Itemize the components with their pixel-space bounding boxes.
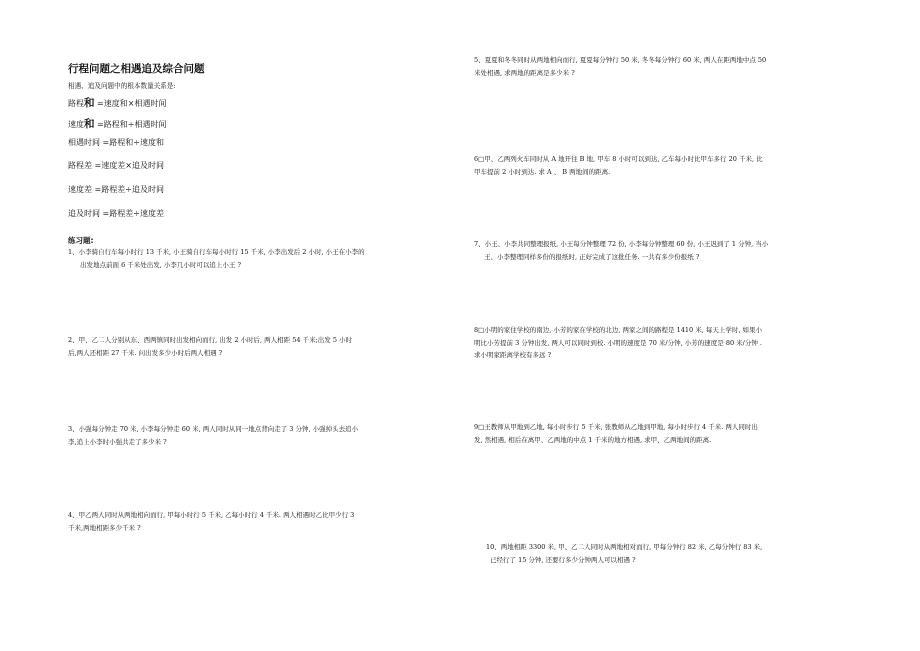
- problem-8: [474, 324, 762, 362]
- problem-line: 8□小明的家住学校的南边, 小芳的家在学校的北边, 两家之间的路程是 1410 米, 每天上学时, 如果小: [474, 326, 762, 334]
- problem-line: 明比小芳提前 3 分钟出发, 两人可以同时到校. 小明的速度是 70 米/分钟, 小芳的速度是 80 米/分钟 .: [474, 338, 762, 347]
- problem-line: 2、甲、乙二人分别从东、西两镇同时出发相向而行, 出发 2 小时后, 两人相距 54 千米;出发 5 小时: [68, 336, 353, 344]
- problem-7: [474, 238, 768, 263]
- problem-line: 已经行了 15 分钟, 还要行多少分钟两人可以相遇 ?: [490, 555, 636, 564]
- formula-speed-sum: [68, 116, 166, 131]
- formula-lhs: 速度差: [68, 185, 92, 194]
- formula-meet-time: [68, 137, 164, 148]
- formula-rhs: =路程和÷相遇时间: [94, 120, 167, 129]
- problem-4: [68, 509, 354, 534]
- problem-5: [474, 54, 766, 79]
- formula-rhs: =路程差÷速度差: [100, 209, 164, 218]
- formula-rhs: =速度和×相遇时间: [94, 99, 167, 108]
- formula-lhs: 追及时间: [68, 209, 100, 218]
- formula-lhs: 相遇时间: [68, 138, 100, 147]
- problem-line: 1、小李骑自行车每小时行 13 千米, 小王骑自行车每小时行 15 千米, 小李出发后 2 小时, 小王在小李的: [68, 248, 365, 256]
- problem-line: 米处相遇, 求两地的距离是多少米 ?: [474, 68, 575, 77]
- formula-rhs: =路程差÷追及时间: [92, 185, 164, 194]
- problem-line: 5、夏夏和冬冬同时从两地相向而行, 夏夏每分钟行 50 米, 冬冬每分钟行 60 米, 两人在距两地中点 50: [474, 56, 767, 64]
- problem-line: 3、小强每分钟走 70 米, 小李每分钟走 60 米, 两人同时从同一地点背向走了 3 分钟, 小强掉头去追小: [68, 425, 359, 433]
- formula-lhs-emphasis: 和: [84, 118, 95, 130]
- problem-line: 6□甲、乙两列火车同时从 A 地开往 B 地, 甲车 8 小时可以到达, 乙车每小时比甲车多行 20 千米, 比: [474, 155, 763, 163]
- problem-line: 10、两地相距 3300 米, 甲、乙二人同时从两地相对而行, 甲每分钟行 82 米, 乙每分钟行 83 米,: [486, 543, 763, 551]
- formula-lhs: 速度: [68, 120, 84, 129]
- formula-speed-diff: [68, 184, 164, 195]
- formula-distance-diff: [68, 160, 164, 171]
- formula-rhs: =速度差×追及时间: [92, 161, 164, 170]
- page-title: 行程问题之相遇追及综合问题: [68, 63, 205, 75]
- problem-line: 王、小李整理同样多份的报纸时, 正好完成了这批任务. 一共有多少份报纸 ?: [484, 252, 700, 261]
- problem-6: [474, 153, 763, 178]
- problem-10: [486, 541, 762, 566]
- problem-line: 李,追上小李时小强共走了多少米 ?: [68, 437, 167, 446]
- problem-3: [68, 423, 358, 448]
- problem-line: 9□王教师从甲地到乙地, 每小时步行 5 千米, 张教师从乙地到甲地, 每小时步行 4 千米. 两人同时出: [474, 423, 758, 431]
- problem-line: 7、小王、小李共同整理报纸, 小王每分钟整理 72 份, 小李每分钟整理 60 份, 小王迟到了 1 分钟, 当小: [474, 240, 769, 248]
- problem-line: 出发地点前面 6 千米处出发, 小李几小时可以追上小王 ?: [80, 260, 241, 269]
- problem-line: 4、甲乙两人同时从两地相向而行, 甲每小时行 5 千米, 乙每小时行 4 千米. 两人相遇时乙比甲少行 3: [68, 511, 355, 519]
- formula-lhs: 路程: [68, 99, 84, 108]
- problem-line: 甲车提前 2 小时到达. 求 A 、 B 两地间的距离.: [474, 167, 611, 176]
- problem-line: 求小明家距离学校有多远 ?: [474, 351, 552, 359]
- formula-chase-time: [68, 208, 164, 219]
- exercises-heading: 练习题:: [68, 236, 94, 245]
- formula-lhs: 路程差: [68, 161, 92, 170]
- problem-2: [68, 334, 352, 359]
- problem-line: 发, 然相遇, 相后在离甲、乙两地的中点 1 千米的地方相遇, 求甲、乙两地间的距离.: [474, 435, 712, 444]
- problem-line: 千米,两地相距多少千米 ?: [68, 523, 141, 532]
- problem-9: [474, 421, 758, 446]
- formula-distance-sum: [68, 95, 166, 110]
- formula-lhs-emphasis: 和: [84, 97, 95, 109]
- intro-text: 相遇、追及问题中的根本数量关系是:: [68, 82, 176, 90]
- formula-rhs: =路程和÷速度和: [100, 138, 164, 147]
- problem-line: 后,两人还相距 27 千米. 问出发多少小时后两人相遇 ?: [68, 348, 223, 357]
- problem-1: [68, 246, 365, 271]
